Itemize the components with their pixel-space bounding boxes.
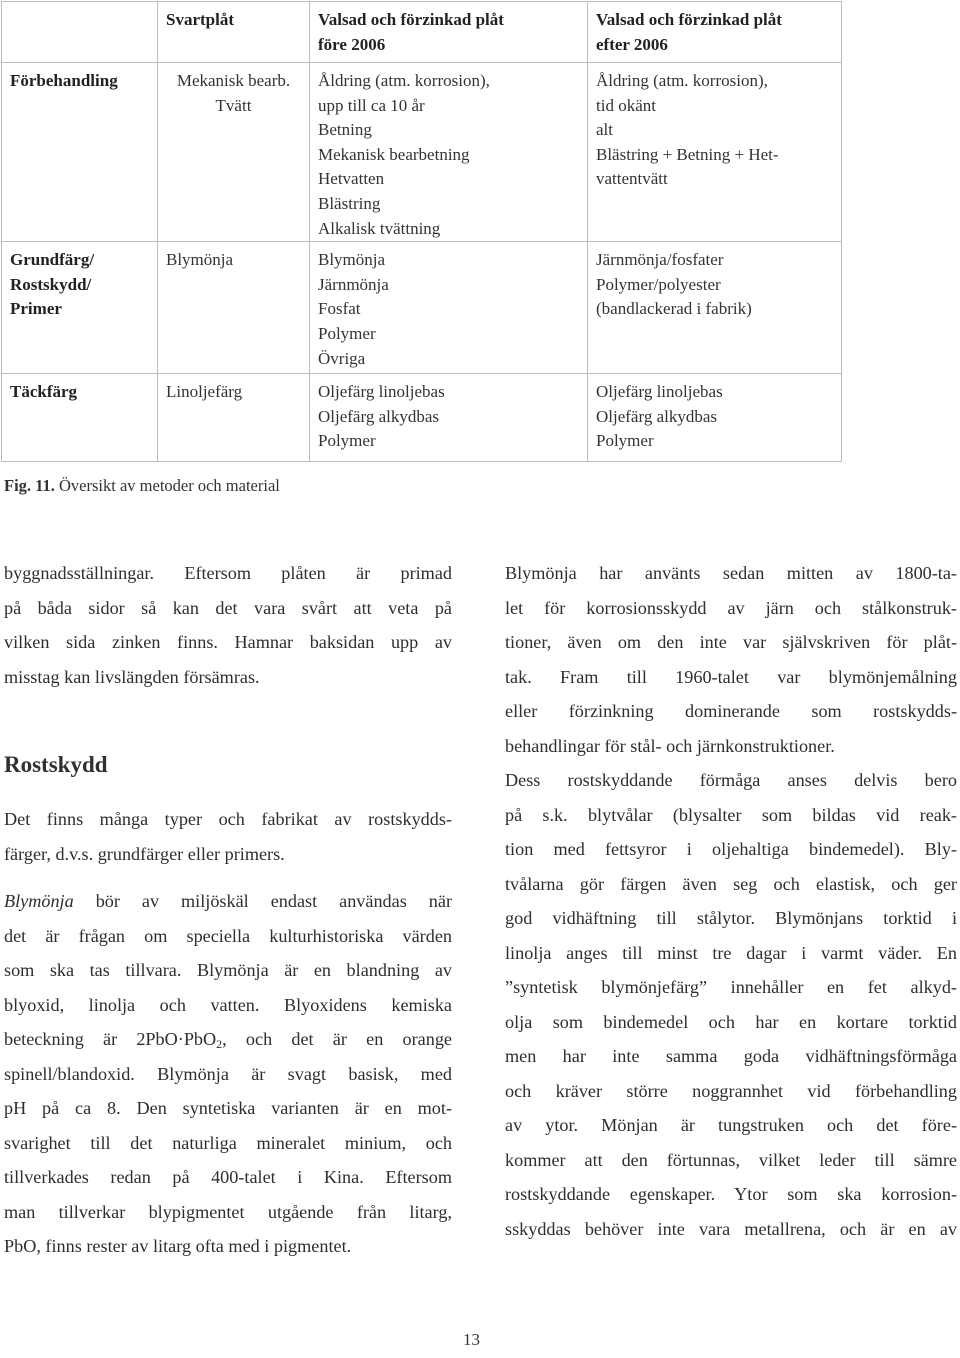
paragraph-line: vilken sida zinken finns. Hamnar baksidan upp av [4, 632, 452, 652]
table-cell [310, 242, 588, 374]
paragraph-line: PbO, finns rester av litarg ofta med i pigmentet. [4, 1236, 352, 1256]
cell-line: Oljefärg linoljebas [318, 382, 445, 402]
overview-table-container [0, 0, 842, 460]
header-cell-fore-2006 [310, 2, 588, 63]
cell-line: Tvätt [215, 95, 252, 115]
subscript: 2 [216, 1037, 223, 1051]
row-label-line: Förbehandling [10, 71, 118, 90]
paragraph-line: som ska tas tillvara. Blymönja är en blandning av [4, 960, 452, 980]
table-cell [158, 63, 310, 242]
paragraph-line: sskyddas behöver inte vara metallrena, och är en av [505, 1218, 957, 1239]
paragraph-line: Dess rostskyddande förmåga anses delvis bero [505, 770, 957, 790]
cell-line: Oljefärg alkydbas [596, 406, 718, 426]
figure-number: Fig. 11. [4, 476, 55, 495]
paragraph-line: god vidhäftning till stålytor. Blymönjans torktid i [505, 908, 957, 928]
figure-caption-text: Översikt av metoder och material [59, 476, 280, 495]
cell-line: Linoljefärg [166, 382, 243, 402]
cell-line: Blymönja [318, 250, 386, 270]
paragraph-line: tak. Fram till 1960-talet var blymönjemålning [505, 666, 957, 687]
cell-line: Mekanisk bearb. [176, 71, 291, 90]
header-line: Valsad och förzinkad plåt [318, 10, 504, 29]
left-column-para1 [4, 556, 452, 694]
table-row [2, 63, 842, 242]
paragraph-line: men har inte samma goda vidhäftningsförmåga [505, 1046, 957, 1066]
row-label [2, 374, 158, 462]
cell-line: Betning [318, 120, 372, 140]
header-line: före 2006 [318, 34, 386, 54]
paragraph-line-formula: beteckning är 2PbO·PbO$_2$, och det är en orange [4, 1029, 452, 1051]
table-row [2, 242, 842, 374]
table-cell [310, 63, 588, 242]
cell-line: vattentvätt [596, 169, 668, 189]
cell-line: upp till ca 10 år [318, 95, 425, 115]
table-cell [158, 374, 310, 462]
cell-line: Blästring [318, 193, 381, 213]
paragraph-line: tillverkades redan på 400-talet i Kina. Eftersom [4, 1167, 452, 1187]
paragraph-line: ”syntetisk blymönjefärg” innehåller en fet alkyd- [505, 977, 957, 997]
row-label-line: Täckfärg [10, 382, 78, 402]
page-number: 13 [463, 1330, 480, 1349]
cell-line: Järnmönja [318, 274, 389, 294]
paragraph-line: och kräver större noggrannhet vid förbehandling [505, 1080, 957, 1101]
paragraph-line: blyoxid, linolja och vatten. Blyoxidens kemiska [4, 994, 452, 1015]
paragraph-line: tioner, även om den inte var självskriven för plåt- [505, 632, 957, 652]
paragraph-line: av ytor. Mönjan är tungstruken och det före- [505, 1115, 957, 1135]
cell-line: Övriga [318, 348, 366, 368]
cell-line: Polymer [596, 431, 654, 451]
cell-line: Mekanisk bearbetning [318, 144, 470, 164]
row-label [2, 242, 158, 374]
paragraph-line: let för korrosionsskydd av järn och stålkonstruk- [505, 597, 957, 618]
paragraph-line: man tillverkar blypigmentet utgående från litarg, [4, 1201, 452, 1222]
paragraph-line: pH på ca 8. Den syntetiska varianten är en mot- [4, 1098, 452, 1118]
table-cell [158, 242, 310, 374]
header-line: Svartplåt [166, 10, 234, 29]
cell-line: Åldring (atm. korrosion), [318, 71, 490, 90]
row-label-line: Grundfärg/ [10, 250, 95, 270]
paragraph-line: behandlingar för stål- och järnkonstruktioner. [505, 735, 835, 756]
paragraph-line: på båda sidor så kan det vara svårt att veta på [4, 597, 452, 618]
cell-line: Blymönja [166, 250, 234, 270]
paragraph-line: Blymönja har använts sedan mitten av 1800-ta- [505, 563, 957, 583]
paragraph-line: linolja anges till minst tre dagar i varmt väder. En [505, 942, 957, 963]
italic-term: Blymönja [4, 891, 74, 911]
paragraph-line: spinell/blandoxid. Blymönja är svagt basisk, med [4, 1063, 452, 1084]
section-heading-rostskydd: Rostskydd [4, 752, 108, 777]
paragraph-line: tion med fettsyror i oljehaltiga bindemedel). Bly- [505, 839, 957, 859]
overview-table [1, 1, 842, 462]
paragraph-line: rostskyddande egenskaper. Ytor som ska korrosion- [505, 1184, 957, 1204]
cell-line: Fosfat [318, 299, 361, 319]
table-cell [588, 374, 842, 462]
cell-line: Åldring (atm. korrosion), [596, 71, 768, 90]
paragraph-line: eller förzinkning dominerande som rostskydds- [505, 701, 957, 721]
paragraph-line: tvålarna gör färgen även seg och elastisk, och ger [505, 873, 957, 894]
cell-line: alt [596, 120, 613, 140]
header-line: efter 2006 [596, 34, 668, 54]
paragraph-line: på s.k. blytvålar (blysalter som bildas vid reak- [505, 804, 957, 825]
table-header-row [2, 2, 842, 63]
header-line: Valsad och förzinkad plåt [596, 10, 782, 29]
table-row [2, 374, 842, 462]
table-cell [588, 242, 842, 374]
left-column-para2 [4, 802, 452, 871]
cell-line: Hetvatten [318, 169, 385, 189]
cell-line: Polymer [318, 431, 376, 451]
paragraph-line: det är frågan om speciella kulturhistoriska värden [4, 925, 452, 946]
paragraph-line: misstag kan livslängden försämras. [4, 666, 260, 687]
row-label-line: Primer [10, 299, 62, 319]
header-cell-empty [2, 2, 158, 63]
cell-line: Blästring + Betning + Het- [596, 144, 779, 164]
header-cell-svartplat [158, 2, 310, 63]
table-cell [588, 63, 842, 242]
cell-line: Alkalisk tvättning [318, 218, 441, 238]
paragraph-line: kommer att den förtunnas, vilket leder till sämre [505, 1149, 957, 1170]
cell-line: Oljefärg linoljebas [596, 382, 723, 402]
row-label-line: Rostskydd/ [10, 274, 92, 294]
figure-caption [4, 476, 280, 496]
cell-line: tid okänt [596, 95, 656, 115]
table-cell [310, 374, 588, 462]
cell-line: Polymer [318, 323, 376, 343]
cell-line: Polymer/polyester [596, 274, 721, 294]
paragraph-line: svarighet till det naturliga mineralet minium, och [4, 1132, 452, 1153]
left-column-para3 [4, 884, 452, 1264]
header-cell-efter-2006 [588, 2, 842, 63]
paragraph-line: Det finns många typer och fabrikat av rostskydds- [4, 809, 452, 829]
cell-line: Järnmönja/fosfater [596, 250, 724, 270]
paragraph-line: byggnadsställningar. Eftersom plåten är primad [4, 563, 452, 583]
right-column-text [505, 556, 957, 1246]
row-label [2, 63, 158, 242]
paragraph-line: färger, d.v.s. grundfärger eller primers. [4, 843, 285, 864]
cell-line: (bandlackerad i fabrik) [596, 299, 752, 319]
paragraph-line: olja som bindemedel och har en kortare torktid [505, 1011, 957, 1032]
cell-line: Oljefärg alkydbas [318, 406, 440, 426]
paragraph-line: Blymönja bör av miljöskäl endast användas när [4, 891, 452, 911]
